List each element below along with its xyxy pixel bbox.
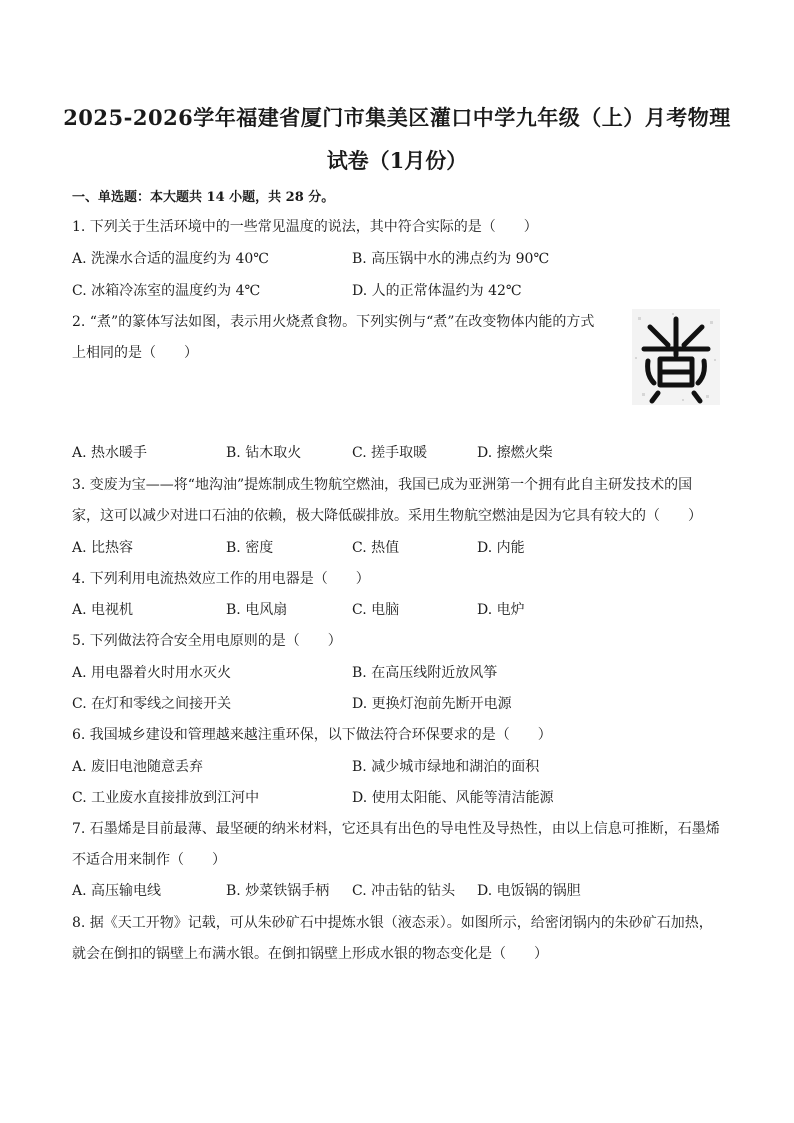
- question-7-stem-line2: 不适合用来制作（ ）: [72, 852, 226, 868]
- question-7-stem-line1: 7. 石墨烯是目前最薄、最坚硬的纳米材料，它还具有出色的导电性及导热性，由以上信息可推断，石墨烯: [72, 821, 720, 837]
- question-7-option-c: C. 冲击钻的钻头: [352, 883, 456, 899]
- question-4-option-a: A. 电视机: [72, 602, 134, 618]
- question-3-option-d: D. 内能: [477, 540, 525, 556]
- question-4-option-b: B. 电风扇: [226, 602, 288, 618]
- question-3-option-a: A. 比热容: [72, 540, 134, 556]
- question-2-option-d: D. 擦燃火柴: [477, 445, 553, 461]
- exam-title-line1: 2025-2026学年福建省厦门市集美区灌口中学九年级（上）月考物理: [63, 105, 731, 130]
- question-8-stem-line2: 就会在倒扣的锅壁上布满水银。在倒扣锅壁上形成水银的物态变化是（ ）: [72, 946, 548, 962]
- question-3-option-c: C. 热值: [352, 540, 400, 556]
- question-7-option-d: D. 电饭锅的锅胆: [477, 883, 581, 899]
- question-5-option-b: B. 在高压线附近放风筝: [352, 665, 498, 681]
- question-2-option-a: A. 热水暖手: [72, 445, 148, 461]
- question-8-stem-line1: 8. 据《天工开物》记载，可从朱砂矿石中提炼水银（液态汞）。如图所示，给密闭锅内的朱砂矿石加热，: [72, 915, 713, 931]
- section-heading: 一、单选题：本大题共 14 小题，共 28 分。: [72, 190, 335, 205]
- question-1-stem: 1. 下列关于生活环境中的一些常见温度的说法，其中符合实际的是（ ）: [72, 219, 538, 235]
- seal-script-zhu-image: [632, 309, 720, 405]
- question-6-option-b: B. 减少城市绿地和湖泊的面积: [352, 759, 540, 775]
- question-4-stem: 4. 下列利用电流热效应工作的用电器是（ ）: [72, 571, 370, 587]
- question-6-option-d: D. 使用太阳能、风能等清洁能源: [352, 790, 554, 806]
- question-3-stem-line2: 家，这可以减少对进口石油的依赖，极大降低碳排放。采用生物航空燃油是因为它具有较大的（ ）: [72, 508, 702, 524]
- question-1-option-d: D. 人的正常体温约为 42℃: [352, 283, 522, 299]
- question-3-option-b: B. 密度: [226, 540, 274, 556]
- question-1-option-c: C. 冰箱冷冻室的温度约为 4℃: [72, 283, 261, 299]
- exam-title-line2: 试卷（1月份）: [326, 148, 468, 173]
- question-5-option-d: D. 更换灯泡前先断开电源: [352, 696, 512, 712]
- question-1-option-b: B. 高压锅中水的沸点约为 90℃: [352, 251, 550, 267]
- question-7-option-a: A. 高压输电线: [72, 883, 162, 899]
- question-7-option-b: B. 炒菜铁锅手柄: [226, 883, 330, 899]
- question-2-option-b: B. 钻木取火: [226, 445, 302, 461]
- question-5-stem: 5. 下列做法符合安全用电原则的是（ ）: [72, 633, 342, 649]
- question-2-option-c: C. 搓手取暖: [352, 445, 428, 461]
- question-4-option-c: C. 电脑: [352, 602, 400, 618]
- question-5-option-a: A. 用电器着火时用水灭火: [72, 665, 232, 681]
- question-2-stem-line2: 上相同的是（ ）: [72, 345, 198, 361]
- question-6-option-a: A. 废旧电池随意丢弃: [72, 759, 204, 775]
- question-5-option-c: C. 在灯和零线之间接开关: [72, 696, 232, 712]
- question-2-stem-line1: 2. “煮”的篆体写法如图，表示用火烧煮食物。下列实例与“煮”在改变物体内能的方式: [72, 314, 595, 330]
- question-6-option-c: C. 工业废水直接排放到江河中: [72, 790, 260, 806]
- question-3-stem-line1: 3. 变废为宝——将“地沟油”提炼制成生物航空燃油，我国已成为亚洲第一个拥有此自主研发技术的国: [72, 477, 693, 493]
- question-1-option-a: A. 洗澡水合适的温度约为 40℃: [72, 251, 269, 267]
- question-6-stem: 6. 我国城乡建设和管理越来越注重环保，以下做法符合环保要求的是（ ）: [72, 727, 552, 743]
- question-4-option-d: D. 电炉: [477, 602, 525, 618]
